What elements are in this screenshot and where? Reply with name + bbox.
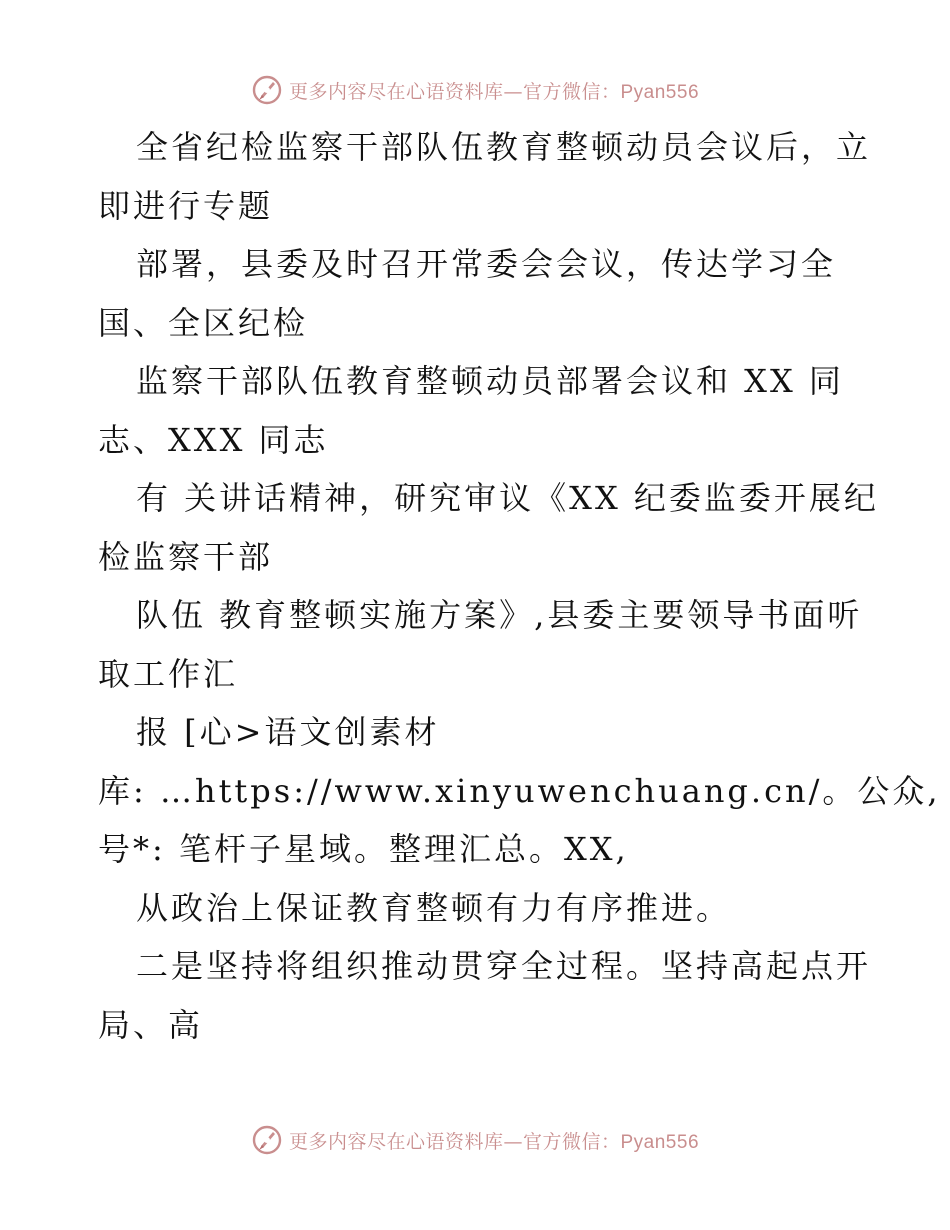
watermark-wechat-id: Pyan556 [620,81,700,103]
watermark-footer-text [289,1127,699,1154]
text-line: 即进行专题 [98,186,274,225]
text-line: 全省纪检监察干部队伍教育整顿动员会议后，立 [136,128,872,166]
watermark-header-text [289,77,699,104]
watermark-footer [0,1120,950,1160]
text-line: 监察干部队伍教育整顿动员部署会议和 XX 同 [136,362,844,400]
watermark-label: 更多内容尽在心语资料库—官方微信： [288,80,621,103]
text-line: 志、XXX 同志 [98,420,329,459]
text-line: 从政治上保证教育整顿有力有序推进。 [136,888,732,927]
document-body [98,118,941,1054]
watermark-footer-content [251,1124,699,1156]
text-line: 部署，县委及时召开常委会会议，传达学习全 [136,245,837,283]
text-line: 有 关讲话精神，研究审议《XX 纪委监委开展纪 [136,479,879,517]
quill-circle-logo-icon [251,1124,283,1156]
text-line: 检监察干部 [98,537,274,576]
text-line: 报 [心>语文创素材 [136,713,440,751]
text-line: 库: …https://www.xinyuwenchuang.cn/。公众, [98,771,941,810]
text-line: 国、全区纪检 [98,303,309,342]
text-line: 取工作汇 [98,654,239,693]
text-line: 二是坚持将组织推动贯穿全过程。坚持高起点开 [136,947,872,985]
watermark-wechat-id: Pyan556 [620,1131,700,1153]
text-line: 队伍 教育整顿实施方案》,县委主要领导书面听 [136,596,863,634]
watermark-header-content [251,74,699,106]
quill-circle-logo-icon [251,74,283,106]
watermark-header [0,70,950,110]
watermark-label: 更多内容尽在心语资料库—官方微信： [288,1130,621,1153]
text-line: 局、高 [98,1005,204,1044]
text-line: 号*: 笔杆子星域。整理汇总。XX, [98,830,629,868]
